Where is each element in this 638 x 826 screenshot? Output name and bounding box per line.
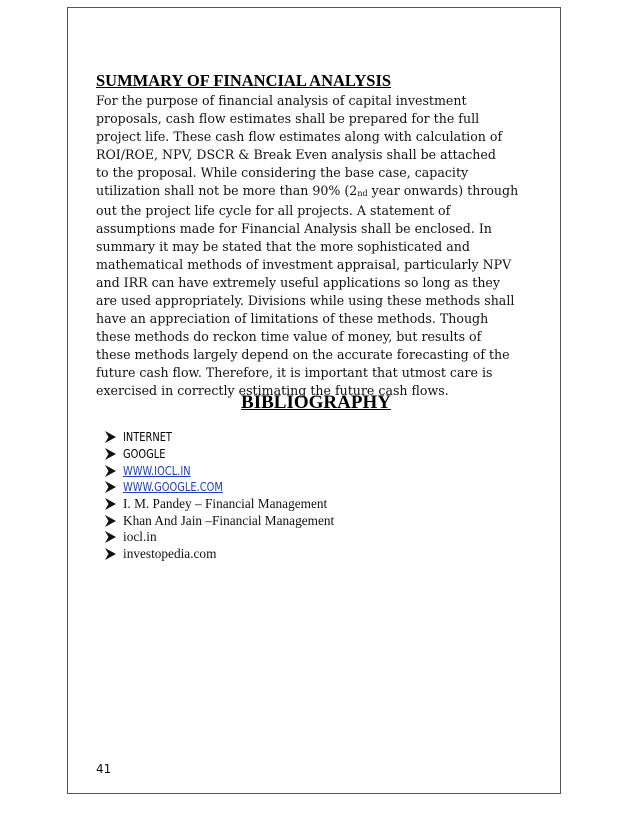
arrow-bullet-icon (104, 464, 118, 478)
paragraph-line: out the project life cycle for all projects. A statement of (96, 203, 451, 218)
paragraph-line: ROI/ROE, NPV, DSCR & Break Even analysis shall be attached (96, 147, 496, 162)
bibliography-entry: iocl.in (123, 529, 157, 545)
ordinal-suffix: nd (357, 189, 368, 198)
list-item (104, 546, 334, 563)
paragraph-line: project life. These cash flow estimates along with calculation of (96, 129, 503, 144)
line-part: utilization shall not be more than 90% (2 (96, 183, 358, 198)
paragraph-line (96, 182, 546, 202)
paragraph-line: these methods largely depend on the accurate forecasting of the (96, 347, 510, 362)
arrow-bullet-icon (104, 447, 118, 461)
list-item (104, 496, 334, 513)
paragraph-line: future cash flow. Therefore, it is important that utmost care is (96, 365, 493, 380)
bibliography-entry: I. M. Pandey – Financial Management (123, 496, 328, 512)
paragraph-line: proposals, cash flow estimates shall be prepared for the full (96, 111, 480, 126)
google-link[interactable]: WWW.GOOGLE.COM (123, 480, 223, 495)
line-part: year onwards) through (367, 183, 519, 198)
arrow-bullet-icon (104, 497, 118, 511)
paragraph-line: are used appropriately. Divisions while using these methods shall (96, 293, 515, 308)
paragraph-line: these methods do reckon time value of money, but results of (96, 329, 482, 344)
paragraph-line: assumptions made for Financial Analysis shall be enclosed. In (96, 221, 492, 236)
summary-paragraph (96, 92, 546, 400)
section-heading: SUMMARY OF FINANCIAL ANALYSIS (96, 71, 392, 90)
paragraph-line: For the purpose of financial analysis of capital investment (96, 93, 467, 108)
list-item (104, 529, 334, 546)
paragraph-line: have an appreciation of limitations of these methods. Though (96, 311, 489, 326)
arrow-bullet-icon (104, 530, 118, 544)
list-item (104, 446, 334, 463)
list-item (104, 512, 334, 529)
list-item (104, 429, 334, 446)
bibliography-entry: GOOGLE (123, 447, 166, 462)
arrow-bullet-icon (104, 514, 118, 528)
iocl-link[interactable]: WWW.IOCL.IN (123, 463, 191, 478)
bibliography-entry: INTERNET (123, 430, 172, 445)
bibliography-title: BIBLIOGRAPHY (241, 392, 391, 413)
arrow-bullet-icon (104, 480, 118, 494)
bibliography-list (104, 429, 334, 563)
paragraph-line: summary it may be stated that the more sophisticated and (96, 239, 470, 254)
arrow-bullet-icon (104, 430, 118, 444)
page-number: 41 (96, 762, 112, 776)
bibliography-entry: investopedia.com (123, 546, 217, 562)
paragraph-line: and IRR can have extremely useful applications so long as they (96, 275, 500, 290)
list-item (104, 462, 334, 479)
paragraph-line: mathematical methods of investment appraisal, particularly NPV (96, 257, 512, 272)
paragraph-line: to the proposal. While considering the base case, capacity (96, 165, 469, 180)
arrow-bullet-icon (104, 547, 118, 561)
bibliography-entry: Khan And Jain –Financial Management (123, 512, 335, 528)
list-item (104, 479, 334, 496)
paragraph-line: exercised in correctly estimating the future cash flows. (96, 383, 449, 398)
